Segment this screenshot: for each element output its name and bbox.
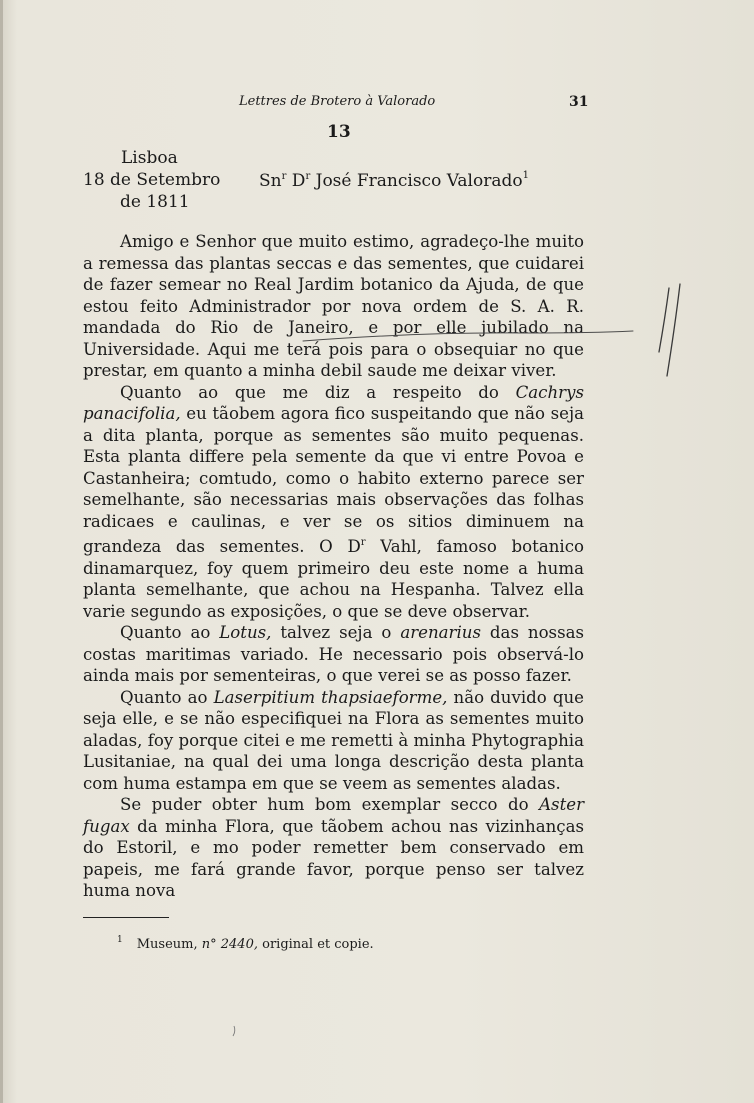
footnote-text-b: original et copie. <box>257 937 374 952</box>
paragraph-4-text-a: Quanto ao <box>120 687 214 707</box>
species-name-laserpitium: Laserpitium thapsiaeforme, <box>213 687 448 707</box>
letter-number: 13 <box>327 122 351 142</box>
pencil-mark-bottom <box>233 1026 235 1036</box>
paragraph-3-text-a: Quanto ao <box>120 623 220 642</box>
species-name-cachrys: Cachrys panacifolia, <box>83 382 584 423</box>
footnote-catalog-number: n° 2440, <box>201 937 258 952</box>
page-number: 31 <box>569 94 589 110</box>
running-head-title: Lettres de Brotero à Valorado <box>239 94 436 109</box>
addressee-name: José Francisco Valorado <box>310 171 523 191</box>
paragraph-2-text-b: eu tãobem agora fico suspeitando que não seja a dita planta, porque as sementes são muito pequenas. Esta planta differe pela semente da que vi entre Povoa e Castanheira; comtudo, como o habito externo parece ser semelhante, são necessarias mais observações das folhas radicaes e caulinas, e ver se os sitios diminuem na grandeza das sementes. O D <box>83 404 584 556</box>
pencil-margin-stroke-right <box>667 284 680 376</box>
pencil-underline <box>303 331 633 341</box>
footnote-text-a: Museum, <box>136 937 202 952</box>
addressee-title-a: Sn <box>259 171 282 191</box>
paragraph-4-text-b: não duvido que seja elle, e se não especifiquei na Flora as sementes muito aladas, foy porque citei e me remetti à minha Phytographia Lusitaniae, na qual dei uma longa descrição desta planta com huma estampa em que se veem as sementes aladas. <box>83 687 584 793</box>
species-name-aster: Aster fugax <box>83 795 584 836</box>
addressee-title-b-sup: r <box>305 171 311 182</box>
species-name-arenarius: arenarius <box>400 623 481 642</box>
letter-year: de 1811 <box>120 192 190 212</box>
paragraph-3-text-c: das nossas costas maritimas variado. He necessario pois observá-lo ainda mais por sementeiras, o que verei se as posso fazer. <box>83 623 585 685</box>
paragraph-2-sup: r <box>360 537 366 548</box>
pencil-margin-stroke-left <box>659 288 669 352</box>
addressee-title-b: D <box>286 171 306 191</box>
footnote-reference: 1 <box>522 170 529 181</box>
addressee-title-a-sup: r <box>281 171 287 182</box>
species-name-lotus: Lotus, <box>219 623 272 642</box>
paragraph-1: Amigo e Senhor que muito estimo, agradeço-lhe muito a remessa das plantas seccas e das sementes, que cuidarei de fazer semear no Real Jardim botanico da Ajuda, de que estou feito Administrador por nova ordem de S. A. R. mandada do Rio de Janeiro, e por elle jubilado na Universidade. Aqui me terá pois para o obsequiar no que prestar, em quanto a minha debil saude me deixar viver. <box>83 232 584 380</box>
paragraph-5-text-a: Se puder obter hum bom exemplar secco do <box>120 795 540 814</box>
footnote-mark: 1 <box>117 935 123 945</box>
paragraph-2-text-a: Quanto ao que me diz a respeito do <box>120 382 516 402</box>
paragraph-2-text-c: Vahl, famoso botanico dinamarquez, foy quem primeiro deu este nome a huma planta semelhante, que achou na Hespanha. Talvez ella varie segundo as exposições, o que se deve observar. <box>83 537 585 621</box>
paragraph-3-text-b: talvez seja o <box>271 623 401 642</box>
paragraph-5-text-b: da minha Flora, que tãobem achou nas vizinhanças do Estoril, e mo poder remetter bem conservado em papeis, me fará grande favor, porque penso ser talvez huma nova <box>83 816 584 900</box>
letter-place: Lisboa <box>121 148 178 168</box>
letter-date: 18 de Setembro <box>83 170 221 190</box>
pencil-annotations <box>3 0 754 1103</box>
